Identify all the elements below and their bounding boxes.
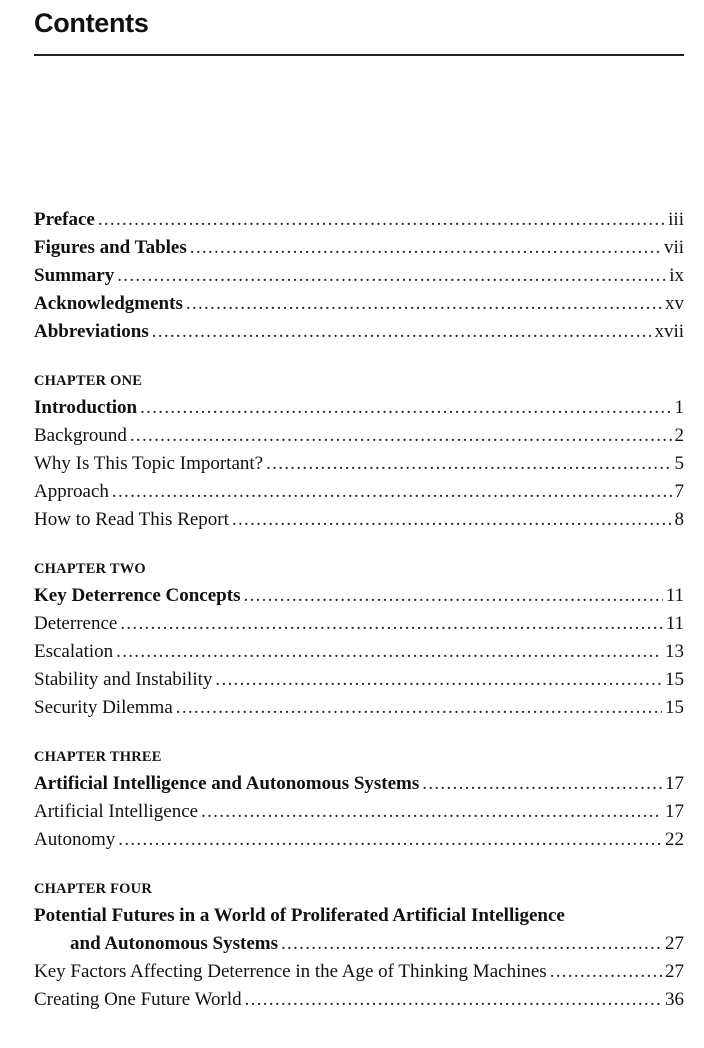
leader-dots bbox=[118, 826, 662, 854]
leader-dots bbox=[112, 478, 672, 506]
toc-entry-title: Key Factors Affecting Deterrence in the Age of Thinking Machines bbox=[34, 961, 547, 982]
toc-entry-page: iii bbox=[668, 209, 684, 230]
leader-dots bbox=[176, 694, 662, 722]
toc-entry-title: Artificial Intelligence bbox=[34, 801, 199, 822]
toc-entry-page: 2 bbox=[674, 425, 684, 446]
leader-dots bbox=[152, 318, 652, 346]
leader-dots bbox=[190, 234, 661, 262]
toc-chapter-entry[interactable] bbox=[34, 394, 684, 422]
toc-entry-page: ix bbox=[669, 265, 684, 286]
toc-entry-title: Preface bbox=[34, 209, 95, 230]
toc-section-entry[interactable] bbox=[34, 826, 684, 854]
toc-entry-page: 15 bbox=[665, 669, 684, 690]
leader-dots bbox=[422, 770, 662, 798]
title-rule bbox=[34, 54, 684, 56]
page-title: Contents bbox=[34, 8, 149, 38]
toc-entry-page: 5 bbox=[674, 453, 684, 474]
toc-entry-title: Stability and Instability bbox=[34, 669, 213, 690]
toc-entry-page: 36 bbox=[665, 989, 684, 1010]
toc-entry-figures-and-tables[interactable] bbox=[34, 234, 684, 262]
toc-entry-page: 17 bbox=[665, 773, 684, 794]
toc-entry-page: xv bbox=[665, 293, 684, 314]
toc-entry-title: Deterrence bbox=[34, 613, 118, 634]
toc-entry-acknowledgments[interactable] bbox=[34, 290, 684, 318]
toc-entry-page: 11 bbox=[665, 613, 684, 634]
toc-entry-page: 22 bbox=[665, 829, 684, 850]
toc-entry-page: 8 bbox=[674, 509, 684, 530]
toc-entry-page: 1 bbox=[674, 397, 684, 418]
leader-dots bbox=[186, 290, 662, 318]
toc-entry-page: vii bbox=[663, 237, 684, 258]
toc-entry-page: 7 bbox=[674, 481, 684, 502]
toc-chapter-entry[interactable] bbox=[34, 770, 684, 798]
leader-dots bbox=[140, 394, 671, 422]
chapter-label: CHAPTER TWO bbox=[34, 561, 146, 577]
toc-entry-abbreviations[interactable] bbox=[34, 318, 684, 346]
toc-section-entry[interactable] bbox=[34, 478, 684, 506]
leader-dots bbox=[117, 262, 666, 290]
leader-dots bbox=[120, 610, 662, 638]
leader-dots bbox=[116, 638, 662, 666]
toc-entry-preface[interactable] bbox=[34, 206, 684, 234]
leader-dots bbox=[130, 422, 672, 450]
toc-section-entry[interactable] bbox=[34, 450, 684, 478]
leader-dots bbox=[266, 450, 671, 478]
toc-entry-title: Why Is This Topic Important? bbox=[34, 453, 264, 474]
toc-entry-title: Key Deterrence Concepts bbox=[34, 585, 241, 606]
toc-entry-title: Background bbox=[34, 425, 127, 446]
toc-chapter-entry[interactable] bbox=[34, 930, 684, 958]
toc-section-entry[interactable] bbox=[34, 422, 684, 450]
toc-entry-title: Escalation bbox=[34, 641, 114, 662]
toc-section-entry[interactable] bbox=[34, 638, 684, 666]
toc-section-entry[interactable] bbox=[34, 958, 684, 986]
toc-entry-page: 13 bbox=[665, 641, 684, 662]
toc-section-entry[interactable] bbox=[34, 798, 684, 826]
toc-entry-summary[interactable] bbox=[34, 262, 684, 290]
leader-dots bbox=[550, 958, 662, 986]
toc-section-entry[interactable] bbox=[34, 694, 684, 722]
toc-entry-page: 11 bbox=[665, 585, 684, 606]
leader-dots bbox=[98, 206, 665, 234]
toc-entry-title: Creating One Future World bbox=[34, 989, 242, 1010]
toc-section-entry[interactable] bbox=[34, 666, 684, 694]
toc-entry-page: 17 bbox=[665, 801, 684, 822]
toc-entry-title: Approach bbox=[34, 481, 109, 502]
toc-entry-page: 15 bbox=[665, 697, 684, 718]
toc-section-entry[interactable] bbox=[34, 986, 684, 1014]
toc-entry-title: How to Read This Report bbox=[34, 509, 229, 530]
toc-chapter-title-line2: and Autonomous Systems bbox=[70, 933, 278, 954]
chapter-label: CHAPTER ONE bbox=[34, 373, 143, 389]
toc-entry-title: Summary bbox=[34, 265, 115, 286]
leader-dots bbox=[215, 666, 662, 694]
chapter-label: CHAPTER FOUR bbox=[34, 881, 152, 897]
toc-section-entry[interactable] bbox=[34, 610, 684, 638]
toc-section-entry[interactable] bbox=[34, 506, 684, 534]
leader-dots bbox=[201, 798, 662, 826]
leader-dots bbox=[232, 506, 672, 534]
toc-entry-title: Abbreviations bbox=[34, 321, 149, 342]
chapter-label: CHAPTER THREE bbox=[34, 749, 162, 765]
toc-entry-title: Artificial Intelligence and Autonomous Systems bbox=[34, 773, 420, 794]
toc-chapter-title-line1[interactable]: Potential Futures in a World of Proliferated Artificial Intelligence bbox=[34, 905, 565, 926]
toc-entry-title: Autonomy bbox=[34, 829, 116, 850]
leader-dots bbox=[243, 582, 662, 610]
toc-entry-title: Introduction bbox=[34, 397, 138, 418]
leader-dots bbox=[245, 986, 662, 1014]
toc-entry-title: Acknowledgments bbox=[34, 293, 183, 314]
toc-entry-title: Security Dilemma bbox=[34, 697, 173, 718]
toc-entry-page: 27 bbox=[665, 961, 684, 982]
toc-entry-title: Figures and Tables bbox=[34, 237, 187, 258]
table-of-contents bbox=[34, 206, 684, 1014]
leader-dots bbox=[281, 930, 662, 958]
toc-entry-page: 27 bbox=[665, 933, 684, 954]
toc-entry-page: xvii bbox=[654, 321, 684, 342]
toc-chapter-entry[interactable] bbox=[34, 582, 684, 610]
